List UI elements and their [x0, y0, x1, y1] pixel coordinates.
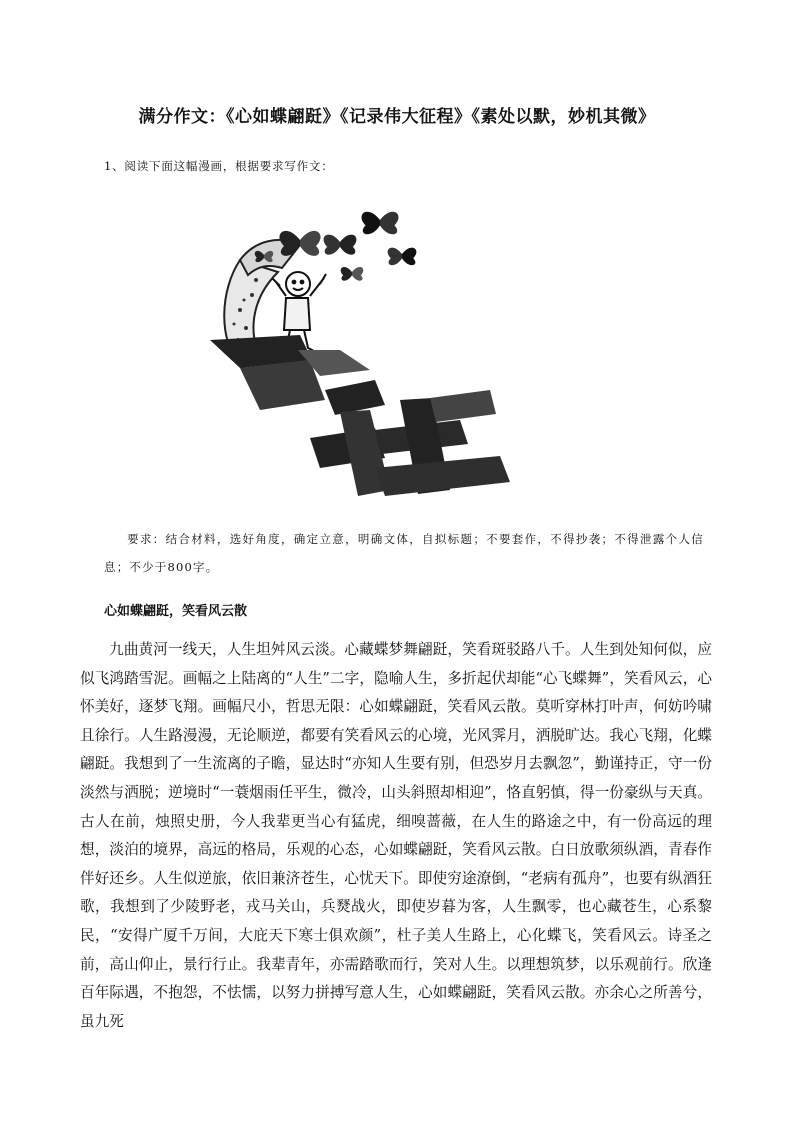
question-prompt: 1、阅读下面这幅漫画，根据要求写作文：: [104, 159, 334, 173]
requirement-text: [104, 525, 704, 581]
butterfly-icon: [388, 248, 417, 266]
butterfly-icon: [341, 267, 364, 281]
requirement-content: 要求：结合材料，选好角度，确定立意，明确文体，自拟标题；不要套作，不得抄袭；不得泄露个人信息；不少于800字。: [104, 532, 704, 574]
stylized-glyph-ren: [210, 335, 385, 415]
cartoon-image: [200, 200, 540, 512]
page-title: 满分作文：《心如蝶翩跹》《记录伟大征程》《素处以默，妙机其微》: [138, 107, 656, 127]
butterfly-icon: [279, 231, 320, 256]
butterfly-icon: [324, 235, 357, 255]
essay-title: 心如蝶翩跹，笑看风云散: [104, 604, 248, 619]
essay-paragraph-content: 九曲黄河一线天，人生坦舛风云淡。心藏蝶梦舞翩跹，笑看斑驳路八千。人生到处知何似，应似飞鸿踏雪泥。画幅之上陆离的“人生”二字，隐喻人生，多折起伏却能“心飞蝶舞”，笑看风云，心怀美好，逐梦飞翔。画幅尺小，哲思无限：心如蝶翩跹，笑看风云散。莫听穿林打叶声，何妨吟啸且徐行。人生路漫漫，无论顺逆，都要有笑看风云的心境，光风霁月，洒脱旷达。我心飞翔，化蝶翩跹。我想到了一生流离的子瞻，显达时“亦知人生要有别，但恐岁月去飘忽”，勤谨持正，守一份淡然与洒脱；逆境时“一蓑烟雨任平生，微冷，山头斜照却相迎”，恪直躬慎，得一份豪纵与天真。古人在前，烛照史册，今人我辈更当心有猛虎，细嗅蔷薇，在人生的路途之中，有一份高远的理想，淡泊的境界，高远的格局，乐观的心态，心如蝶翩跹，笑看风云散。白日放歌须纵酒，青春作伴好还乡。人生似逆旅，依旧兼济苍生，心忧天下。即使穷途潦倒，“老病有孤舟”，也要有纵酒狂歌，我想到了少陵野老，戎马关山，兵燹战火，即使岁暮为客，人生飘零，也心藏苍生，心系黎民，“安得广厦千万间，大庇天下寒士俱欢颜”，杜子美人生路上，心化蝶飞，笑看风云。诗圣之前，高山仰止，景行行止。我辈青年，亦需踏歌而行，笑对人生。以理想筑梦，以乐观前行。欣逢百年际遇，不抱怨，不怯懦，以努力拼搏写意人生，心如蝶翩跹，笑看风云散。亦余心之所善兮，虽九死: [80, 641, 712, 1030]
essay-paragraph: [80, 636, 712, 1036]
butterfly-icon: [362, 212, 399, 235]
